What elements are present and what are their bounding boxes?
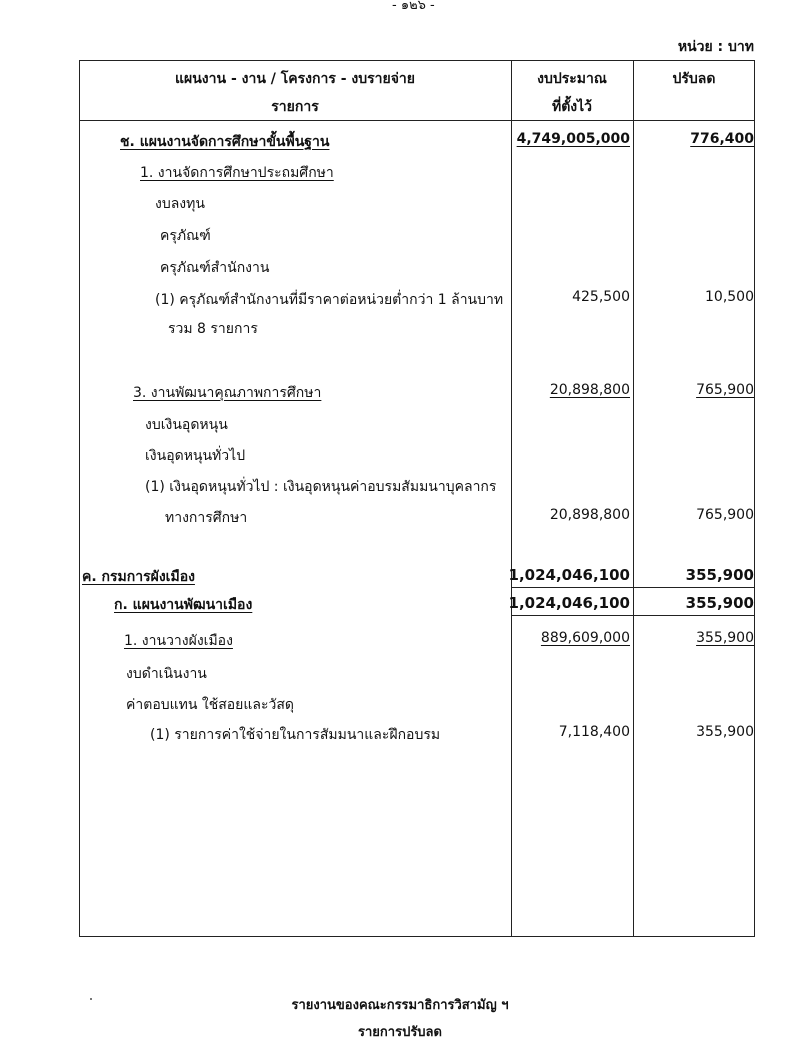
page-number: - ๑๒๖ -	[392, 0, 435, 13]
row-budget: 1,024,046,100	[508, 566, 630, 584]
header-divider	[79, 120, 755, 121]
row-reduction: 355,900	[685, 566, 754, 584]
row-plan-title: ช. แผนงานจัดการศึกษาขั้นพื้นฐาน	[120, 134, 330, 150]
footer-subtitle: รายการปรับลด	[358, 1025, 442, 1040]
row-budget: 20,898,800	[549, 382, 630, 398]
row-reduction: 765,900	[696, 507, 754, 523]
row-item: (1) รายการค่าใช้จ่ายในการสัมมนาและฝึกอบรม	[150, 727, 441, 743]
row-work-title: 3. งานพัฒนาคุณภาพการศึกษา	[133, 385, 322, 401]
budget-table	[79, 60, 755, 937]
row-item-subgroup: ครุภัณฑ์สำนักงาน	[160, 260, 270, 276]
header-col3: ปรับลด	[672, 71, 716, 87]
row-budget: 425,500	[572, 289, 630, 305]
row-budget: 889,609,000	[540, 630, 630, 646]
row-item-continuation: รวม 8 รายการ	[168, 321, 258, 337]
column-divider	[633, 60, 634, 937]
footer-report-title: รายงานของคณะกรรมาธิการวิสามัญ ฯ	[291, 998, 509, 1013]
row-item-continuation: ทางการศึกษา	[165, 510, 248, 526]
row-work-title: 1. งานวางผังเมือง	[124, 633, 233, 649]
row-budget: 20,898,800	[549, 507, 630, 523]
row-budget-category: งบดำเนินงาน	[126, 666, 207, 682]
row-item-group: เงินอุดหนุนทั่วไป	[145, 448, 246, 464]
header-col2-line2: ที่ตั้งไว้	[551, 99, 593, 115]
row-reduction: 355,900	[696, 630, 754, 646]
row-reduction: 776,400	[690, 131, 754, 147]
row-reduction: 765,900	[696, 382, 754, 398]
row-budget: 7,118,400	[558, 724, 630, 740]
row-item: (1) ครุภัณฑ์สำนักงานที่มีราคาต่อหน่วยต่ำกว่า 1 ล้านบาท	[155, 292, 504, 308]
row-budget: 4,749,005,000	[516, 131, 630, 147]
column-divider	[511, 60, 512, 937]
row-budget-category: งบลงทุน	[155, 196, 205, 212]
header-col1-line1: แผนงาน - งาน / โครงการ - งบรายจ่าย	[175, 71, 415, 87]
unit-label: หน่วย : บาท	[677, 39, 754, 55]
row-department-title: ค. กรมการผังเมือง	[82, 569, 195, 585]
row-item: (1) เงินอุดหนุนทั่วไป : เงินอุดหนุนค่าอบรมสัมมนาบุคลากร	[145, 479, 497, 495]
header-col1-line2: รายการ	[271, 99, 319, 115]
row-item-group: ค่าตอบแทน ใช้สอยและวัสดุ	[126, 697, 294, 713]
row-budget: 1,024,046,100	[508, 594, 630, 612]
row-item-group: ครุภัณฑ์	[160, 228, 211, 244]
row-reduction: 10,500	[705, 289, 754, 305]
row-budget-category: งบเงินอุดหนุน	[145, 417, 228, 433]
subtotal-rule	[511, 615, 755, 616]
row-reduction: 355,900	[696, 724, 754, 740]
row-plan-title: ก. แผนงานพัฒนาเมือง	[114, 597, 253, 613]
row-work-title: 1. งานจัดการศึกษาประถมศึกษา	[140, 165, 334, 181]
row-reduction: 355,900	[685, 594, 754, 612]
header-col2-line1: งบประมาณ	[537, 71, 607, 87]
subtotal-rule	[511, 587, 755, 588]
